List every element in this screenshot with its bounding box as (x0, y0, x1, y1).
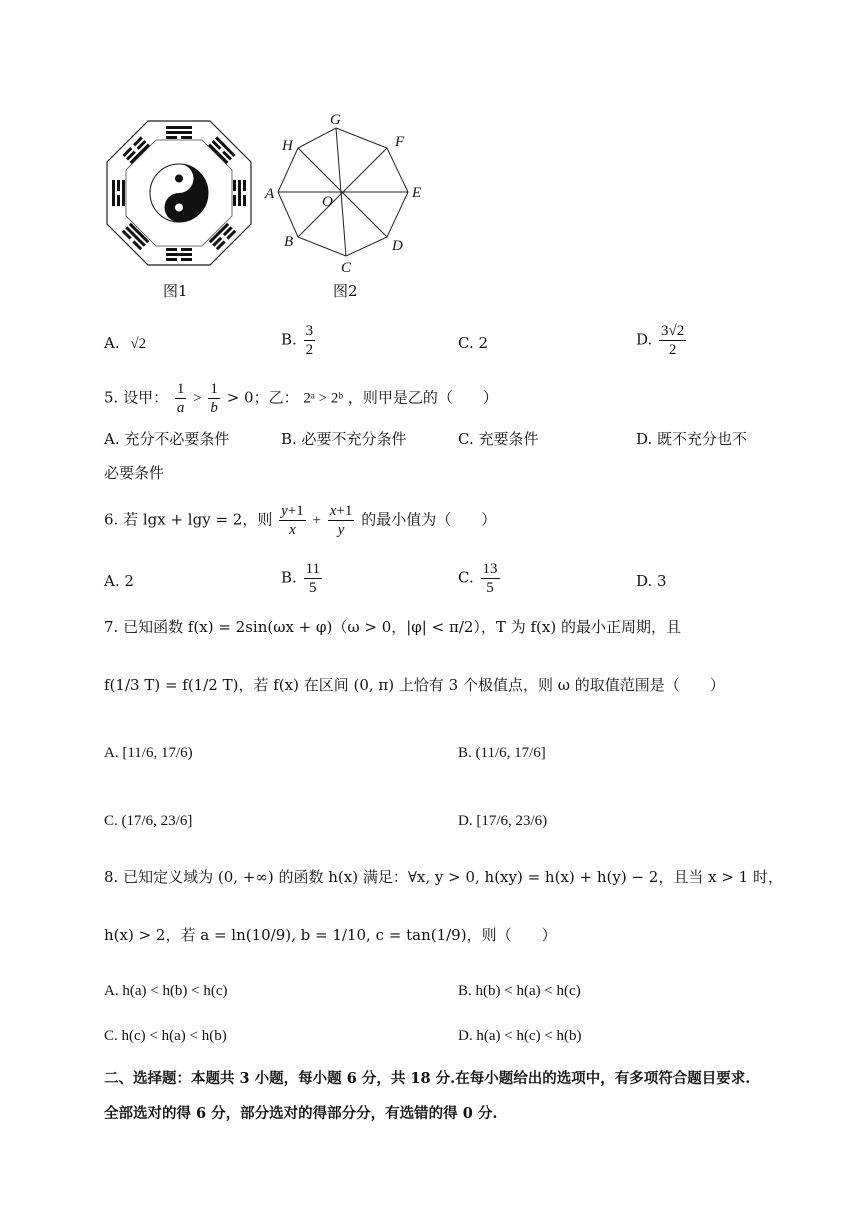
q7-option-b[interactable]: B. (11/6, 17/6] (458, 745, 546, 761)
q4-option-a[interactable]: A. √2 (104, 334, 147, 352)
vertex-label-a: A (265, 186, 275, 202)
q5-option-c[interactable]: C. 充要条件 (458, 430, 539, 448)
q7-stem-line-2: f(1/3 T) = f(1/2 T)，若 f(x) 在区间 (0, π) 上恰有 3 个极值点，则 ω 的取值范围是（ ） (104, 676, 725, 694)
q8-option-a[interactable]: A. h(a) < h(b) < h(c) (104, 983, 228, 999)
q6-stem: 6. 若 lgx + lgy = 2，则 $\frac{y+1}{x}$ + $\frac{x+1}{y}$ 的最小值为（ ） (104, 503, 497, 538)
q4-option-c[interactable]: C. 2 (458, 334, 489, 352)
q7-option-a[interactable]: A. [11/6, 17/6) (104, 745, 193, 761)
figure-2-caption: 图2 (333, 282, 358, 300)
center-label-o: O (322, 194, 333, 210)
q5-stem: 5. 设甲： $\frac{1}{a}$ > $\frac{1}{b}$ > 0；乙： 2ᵃ > 2ᵇ ，则甲是乙的（ ） (104, 381, 498, 416)
octagon-diagram (262, 110, 432, 280)
vertex-label-g: G (330, 112, 341, 128)
q6-option-a[interactable]: A. 2 (104, 572, 134, 590)
octagon-figure (262, 110, 432, 280)
q5-option-b[interactable]: B. 必要不充分条件 (281, 430, 407, 448)
q5-option-d-continued: 必要条件 (104, 464, 165, 482)
q5-frac-1a: $\frac{1}{a}$ (176, 381, 185, 416)
bagua-diagram (104, 118, 254, 268)
q4-option-b[interactable]: B. $\frac{3}{2}$ (281, 323, 314, 358)
q7-option-c[interactable]: C. (17/6, 23/6] (104, 813, 193, 829)
q7-option-d[interactable]: D. [17/6, 23/6) (458, 813, 548, 829)
q8-option-c[interactable]: C. h(c) < h(a) < h(b) (104, 1028, 227, 1044)
q6-option-b-fraction: $\frac{11}{5}$ (305, 561, 321, 596)
q4-option-b-fraction: $\frac{3}{2}$ (305, 323, 314, 358)
vertex-label-b: B (284, 234, 294, 250)
q8-stem-line-1: 8. 已知定义域为 (0, +∞) 的函数 h(x) 满足：∀x, y > 0, h(xy) = h(x) + h(y) − 2，且当 x > 1 时， (104, 868, 783, 886)
q5-option-a[interactable]: A. 充分不必要条件 (104, 430, 230, 448)
bagua-figure (104, 118, 254, 268)
vertex-label-h: H (282, 138, 293, 154)
q7-stem-line-1: 7. 已知函数 f(x) = 2sin(ωx + φ)（ω > 0，|φ| < π/2），T 为 f(x) 的最小正周期，且 (104, 618, 681, 636)
q4-option-d[interactable]: D. $\frac{3√2}{2}$ (636, 323, 685, 358)
q8-option-b[interactable]: B. h(b) < h(a) < h(c) (458, 983, 581, 999)
q6-frac-1: $\frac{y+1}{x}$ (281, 503, 304, 538)
q8-option-d[interactable]: D. h(a) < h(c) < h(b) (458, 1028, 582, 1044)
vertex-label-e: E (412, 185, 422, 201)
q6-option-b[interactable]: B. $\frac{11}{5}$ (281, 561, 321, 596)
section-2-instructions: 全部选对的得 6 分，部分选对的得部分分，有选错的得 0 分. (104, 1105, 498, 1122)
q5-option-d[interactable]: D. 既不充分也不 (636, 430, 748, 448)
q8-stem-line-2: h(x) > 2，若 a = ln(10/9), b = 1/10, c = tan(1/9)，则（ ） (104, 926, 557, 944)
q6-frac-2: $\frac{x+1}{y}$ (329, 503, 353, 538)
vertex-label-f: F (395, 134, 405, 150)
vertex-label-c: C (341, 260, 352, 276)
q6-option-c-fraction: $\frac{13}{5}$ (482, 561, 498, 596)
section-2-heading: 二、选择题：本题共 3 小题，每小题 6 分，共 18 分.在每小题给出的选项中，有多项符合题目要求. (104, 1070, 751, 1087)
q5-frac-1b: $\frac{1}{b}$ (210, 381, 218, 416)
q6-option-d[interactable]: D. 3 (636, 572, 667, 590)
q6-option-c[interactable]: C. $\frac{13}{5}$ (458, 561, 498, 596)
q4-option-d-fraction: $\frac{3√2}{2}$ (661, 323, 685, 358)
figure-1-caption: 图1 (163, 282, 188, 300)
vertex-label-d: D (392, 238, 403, 254)
q4-option-a-value: √2 (130, 336, 147, 352)
